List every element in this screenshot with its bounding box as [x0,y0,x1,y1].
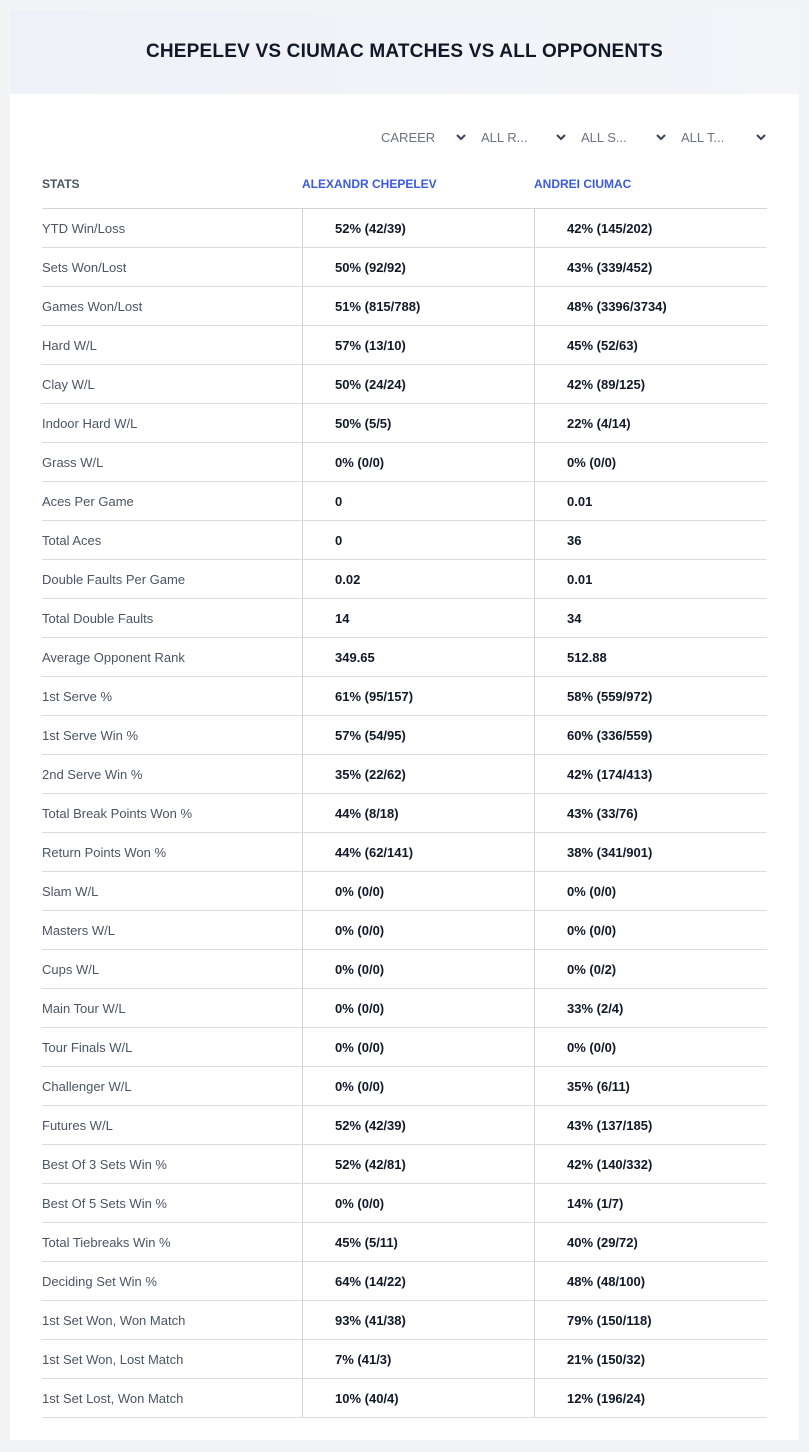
table-row [42,1184,767,1223]
table-row [42,248,767,287]
table-row [42,833,767,872]
stat-name: Average Opponent Rank [42,649,185,665]
page-title: CHEPELEV VS CIUMAC MATCHES VS ALL OPPONENTS [145,41,664,62]
table-row [42,443,767,482]
player1-value: 0% (0/0) [302,950,534,988]
player2-value: 40% (29/72) [534,1223,767,1261]
player1-value: 45% (5/11) [302,1223,534,1261]
player2-value: 34 [534,599,767,637]
table-row [42,1145,767,1184]
table-row [42,521,767,560]
header-player2-link[interactable]: ANDREI CIUMAC [534,177,632,191]
player1-value: 349.65 [302,638,534,676]
stat-name: Grass W/L [42,454,104,470]
player2-value: 22% (4/14) [534,404,767,442]
player2-value: 58% (559/972) [534,677,767,715]
chevron-down-icon [555,131,567,143]
stat-name: Slam W/L [42,883,99,899]
player2-value: 42% (174/413) [534,755,767,793]
stat-name: Masters W/L [42,922,115,938]
player1-value: 57% (13/10) [302,326,534,364]
player1-value: 0% (0/0) [302,1028,534,1066]
stat-name: 1st Set Won, Won Match [42,1312,186,1328]
stat-name: 1st Serve % [42,688,113,704]
stat-name: 1st Set Lost, Won Match [42,1390,184,1406]
stat-name: Total Tiebreaks Win % [42,1234,171,1250]
page-header [10,10,799,94]
stat-name: Futures W/L [42,1117,113,1133]
player2-value: 0.01 [534,560,767,598]
player2-value: 0% (0/0) [534,1028,767,1066]
player1-value: 14 [302,599,534,637]
table-row [42,1028,767,1067]
table-row [42,911,767,950]
stat-name: Cups W/L [42,961,100,977]
player2-value: 36 [534,521,767,559]
player1-value: 0 [302,482,534,520]
filter-bar [367,124,767,150]
stat-name: Total Double Faults [42,610,154,626]
player2-value: 60% (336/559) [534,716,767,754]
player1-value: 44% (62/141) [302,833,534,871]
table-row [42,1106,767,1145]
filter-tournaments-dropdown[interactable] [681,124,767,150]
stats-table [42,160,767,1418]
player1-value: 0% (0/0) [302,911,534,949]
player2-value: 0% (0/0) [534,872,767,910]
stat-name: Clay W/L [42,376,95,392]
player1-value: 50% (5/5) [302,404,534,442]
table-row [42,560,767,599]
stat-name: Tour Finals W/L [42,1039,133,1055]
stat-name: Sets Won/Lost [42,259,127,275]
chevron-down-icon [755,131,767,143]
table-row [42,677,767,716]
player1-value: 10% (40/4) [302,1379,534,1417]
table-row [42,755,767,794]
table-row [42,794,767,833]
player1-value: 52% (42/39) [302,1106,534,1144]
stat-name: YTD Win/Loss [42,220,126,236]
player1-value: 51% (815/788) [302,287,534,325]
player2-value: 42% (89/125) [534,365,767,403]
player2-value: 42% (145/202) [534,209,767,247]
player1-value: 0.02 [302,560,534,598]
table-row [42,365,767,404]
player1-value: 64% (14/22) [302,1262,534,1300]
stat-name: Double Faults Per Game [42,571,186,587]
player2-value: 33% (2/4) [534,989,767,1027]
stat-name: Return Points Won % [42,844,167,860]
table-row [42,326,767,365]
player1-value: 93% (41/38) [302,1301,534,1339]
player1-value: 61% (95/157) [302,677,534,715]
player2-value: 21% (150/32) [534,1340,767,1378]
stat-name: Deciding Set Win % [42,1273,157,1289]
table-row [42,638,767,677]
player2-value: 35% (6/11) [534,1067,767,1105]
stat-name: 1st Set Won, Lost Match [42,1351,184,1367]
filter-label: ALL R... [481,129,528,145]
table-row [42,1340,767,1379]
player1-value: 52% (42/39) [302,209,534,247]
player1-value: 44% (8/18) [302,794,534,832]
filter-label: ALL S... [581,129,627,145]
filter-surfaces-dropdown[interactable] [581,124,667,150]
player2-value: 43% (33/76) [534,794,767,832]
player2-value: 42% (140/332) [534,1145,767,1183]
player2-value: 45% (52/63) [534,326,767,364]
table-row [42,1223,767,1262]
player2-value: 43% (339/452) [534,248,767,286]
table-row [42,1067,767,1106]
player2-value: 512.88 [534,638,767,676]
table-body [42,209,767,1418]
player1-value: 0% (0/0) [302,1184,534,1222]
player2-value: 43% (137/185) [534,1106,767,1144]
stat-name: Games Won/Lost [42,298,143,314]
stat-name: 2nd Serve Win % [42,766,143,782]
player1-value: 0% (0/0) [302,443,534,481]
stat-name: Challenger W/L [42,1078,132,1094]
table-row [42,599,767,638]
stat-name: Total Aces [42,532,102,548]
player1-value: 7% (41/3) [302,1340,534,1378]
player1-value: 0% (0/0) [302,989,534,1027]
table-row [42,209,767,248]
player2-value: 0% (0/2) [534,950,767,988]
stat-name: 1st Serve Win % [42,727,139,743]
player2-value: 0% (0/0) [534,911,767,949]
filter-label: CAREER [381,129,436,145]
player2-value: 79% (150/118) [534,1301,767,1339]
player2-value: 48% (3396/3734) [534,287,767,325]
table-row [42,1301,767,1340]
player1-value: 57% (54/95) [302,716,534,754]
header-player1-link[interactable]: ALEXANDR CHEPELEV [302,177,437,191]
table-row [42,287,767,326]
table-row [42,404,767,443]
table-header [42,160,767,209]
chevron-down-icon [455,131,467,143]
player2-value: 14% (1/7) [534,1184,767,1222]
table-row [42,1262,767,1301]
table-row [42,950,767,989]
player1-value: 0 [302,521,534,559]
table-row [42,872,767,911]
player1-value: 0% (0/0) [302,872,534,910]
table-row [42,989,767,1028]
player2-value: 12% (196/24) [534,1379,767,1417]
player2-value: 48% (48/100) [534,1262,767,1300]
table-row [42,1379,767,1418]
stat-name: Hard W/L [42,337,97,353]
table-row [42,482,767,521]
stats-card [10,10,799,1440]
player2-value: 38% (341/901) [534,833,767,871]
stat-name: Main Tour W/L [42,1000,126,1016]
player1-value: 35% (22/62) [302,755,534,793]
player2-value: 0.01 [534,482,767,520]
table-row [42,716,767,755]
chevron-down-icon [655,131,667,143]
stat-name: Best Of 3 Sets Win % [42,1156,167,1172]
filter-rounds-dropdown[interactable] [481,124,567,150]
stat-name: Best Of 5 Sets Win % [42,1195,167,1211]
header-stats: STATS [42,177,80,191]
stat-name: Aces Per Game [42,493,134,509]
player1-value: 52% (42/81) [302,1145,534,1183]
stat-name: Indoor Hard W/L [42,415,138,431]
filter-label: ALL T... [681,129,725,145]
filter-career-dropdown[interactable] [381,124,467,150]
player2-value: 0% (0/0) [534,443,767,481]
stat-name: Total Break Points Won % [42,805,193,821]
player1-value: 0% (0/0) [302,1067,534,1105]
player1-value: 50% (24/24) [302,365,534,403]
player1-value: 50% (92/92) [302,248,534,286]
